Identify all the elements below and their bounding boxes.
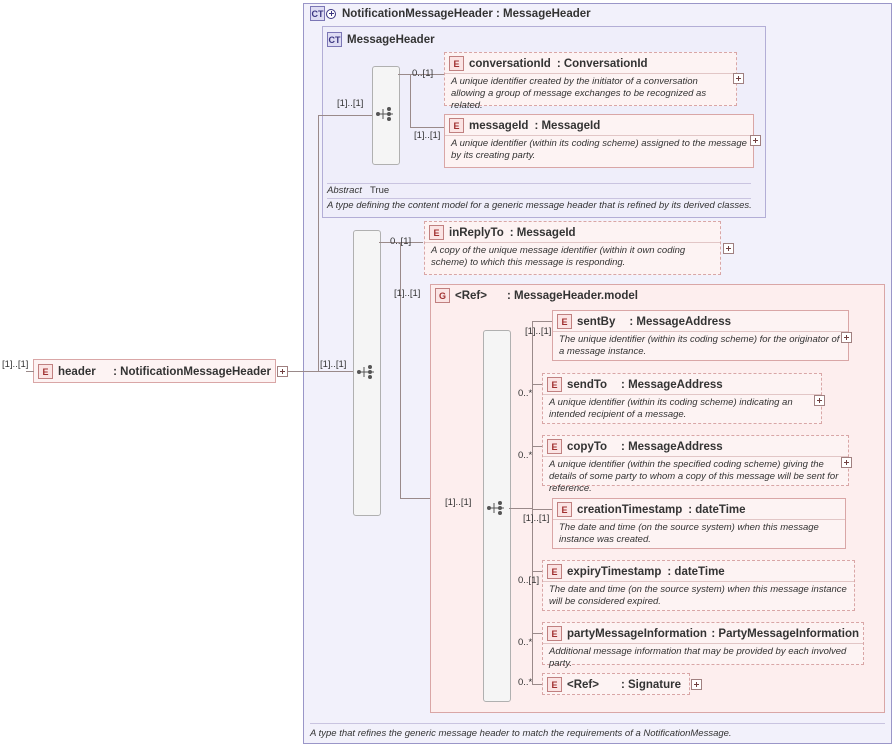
expand-icon-conversationid[interactable]	[733, 73, 744, 84]
element-inreplyto-doc: A copy of the unique message identifier (within it own coding scheme) to which this message is responding.	[425, 242, 720, 273]
sequence-glyph-icon	[374, 106, 396, 122]
element-copyto-cardinality: 0..*	[518, 450, 533, 461]
element-creationtimestamp[interactable]	[552, 498, 846, 549]
sequence-glyph-icon	[355, 364, 377, 380]
outer-ct-divider	[310, 723, 885, 724]
element-partymessageinformation-name: partyMessageInformation	[567, 627, 707, 640]
connector	[532, 633, 542, 634]
group-header	[435, 288, 638, 303]
expand-icon-sendto[interactable]	[814, 395, 825, 406]
inner-ct-header	[327, 32, 435, 47]
outer-ct-footer: A type that refines the generic message header to match the requirements of a NotificationMessage.	[310, 728, 732, 739]
element-conversationid-cardinality: 0..[1]	[412, 68, 434, 79]
element-sendto-name: sendTo	[567, 378, 608, 391]
expand-icon-copyto[interactable]	[841, 457, 852, 468]
element-expirytimestamp-name: expiryTimestamp	[567, 565, 662, 578]
element-sentby-doc: The unique identifier (within its coding scheme) for the originator of a message instance.	[553, 331, 848, 362]
element-creationtimestamp-header	[553, 499, 845, 519]
sequence-glyph-icon	[485, 500, 507, 516]
expand-icon-messageid[interactable]	[750, 135, 761, 146]
e-badge-icon: E	[449, 118, 464, 133]
expand-icon-inreplyto[interactable]	[723, 243, 734, 254]
connector	[532, 384, 542, 385]
element-conversationid-doc: A unique identifier created by the initiator of a conversation allowing a group of message exchanges to be recognized as related.	[445, 73, 736, 116]
element-inreplyto-type: : MessageId	[509, 226, 576, 239]
e-badge-icon: E	[429, 225, 444, 240]
element-sentby-type: : MessageAddress	[629, 315, 731, 328]
element-sentby[interactable]	[552, 310, 849, 361]
e-badge-icon: E	[547, 377, 562, 392]
element-expirytimestamp-type: : dateTime	[667, 565, 725, 578]
inner-sequence-cardinality: [1]..[1]	[337, 98, 364, 109]
element-conversationid-type: : ConversationId	[556, 57, 648, 70]
element-creationtimestamp-doc: The date and time (on the source system) when this message instance was created.	[553, 519, 845, 550]
ct-badge-icon: CT	[310, 6, 325, 21]
e-badge-icon: E	[557, 314, 572, 329]
e-badge-icon: E	[547, 564, 562, 579]
element-inreplyto-name: inReplyTo	[449, 226, 504, 239]
inner-ct-title: MessageHeader	[347, 33, 435, 46]
connector	[318, 115, 319, 371]
element-expirytimestamp-header	[543, 561, 854, 581]
connector	[26, 371, 34, 372]
element-signature-ref-header	[543, 674, 689, 694]
abstract-value: True	[370, 185, 390, 196]
group-type: : MessageHeader.model	[506, 289, 638, 302]
element-sendto-header	[543, 374, 821, 394]
element-sendto[interactable]	[542, 373, 822, 424]
connector	[318, 115, 372, 116]
connector	[532, 446, 542, 447]
connector	[288, 371, 359, 372]
e-badge-icon: E	[547, 626, 562, 641]
expand-icon-signature[interactable]	[691, 679, 702, 690]
element-copyto-doc: A unique identifier (within the specified coding scheme) giving the details of some party to whom a copy of this message will be sent for reference.	[543, 456, 848, 499]
element-copyto[interactable]	[542, 435, 849, 494]
element-sentby-header	[553, 311, 848, 331]
element-messageid-cardinality: [1]..[1]	[414, 130, 441, 141]
group-name: <Ref>	[455, 289, 487, 302]
outer-sequence-cardinality: [1]..[1]	[320, 359, 347, 370]
group-cardinality: [1]..[1]	[394, 288, 421, 299]
group-sequence-cardinality: [1]..[1]	[445, 497, 472, 508]
inner-ct-footer: A type defining the content model for a generic message header that is refined by its derived classes.	[327, 200, 752, 211]
connector	[400, 498, 430, 499]
element-header-cardinality-left: [1]..[1]	[2, 359, 29, 370]
element-header-header	[34, 360, 275, 381]
element-header-type: : NotificationMessageHeader	[113, 365, 271, 378]
connector	[532, 684, 542, 685]
e-badge-icon: E	[38, 364, 53, 379]
element-expirytimestamp[interactable]	[542, 560, 855, 611]
connector	[532, 571, 542, 572]
element-messageid[interactable]	[444, 114, 754, 168]
element-sendto-type: : MessageAddress	[621, 378, 723, 391]
element-copyto-type: : MessageAddress	[621, 440, 723, 453]
element-partymessageinformation-type: : PartyMessageInformation	[711, 627, 859, 640]
element-sentby-cardinality: [1]..[1]	[525, 326, 552, 337]
connector	[410, 74, 411, 127]
element-conversationid[interactable]	[444, 52, 737, 111]
element-partymessageinformation-cardinality: 0..*	[518, 637, 533, 648]
element-partymessageinformation-doc: Additional message information that may be provided by each involved party.	[543, 643, 863, 674]
outer-ct-title: NotificationMessageHeader : MessageHeader	[342, 7, 591, 20]
element-sentby-name: sentBy	[577, 315, 616, 328]
outer-ct-header	[310, 6, 591, 21]
e-badge-icon: E	[547, 677, 562, 692]
collapse-icon[interactable]	[326, 9, 336, 19]
element-header[interactable]	[33, 359, 276, 383]
element-messageid-doc: A unique identifier (within its coding scheme) assigned to the message by its creating party.	[445, 135, 753, 166]
element-messageid-name: messageId	[469, 119, 529, 132]
connector	[509, 508, 532, 509]
element-creationtimestamp-cardinality: [1]..[1]	[523, 513, 550, 524]
group-sequence-compositor[interactable]	[483, 330, 511, 702]
element-messageid-type: : MessageId	[534, 119, 601, 132]
abstract-divider	[327, 183, 751, 184]
element-conversationid-header	[445, 53, 736, 73]
element-header-name: header	[58, 365, 96, 378]
abstract-label: Abstract	[327, 185, 362, 196]
element-creationtimestamp-name: creationTimestamp	[577, 503, 683, 516]
element-conversationid-name: conversationId	[469, 57, 551, 70]
abstract-divider-2	[327, 198, 751, 199]
element-creationtimestamp-type: : dateTime	[688, 503, 746, 516]
element-inreplyto[interactable]	[424, 221, 721, 275]
connector	[410, 127, 444, 128]
connector	[532, 321, 533, 684]
connector	[532, 509, 552, 510]
e-badge-icon: E	[449, 56, 464, 71]
expand-icon-sentby[interactable]	[841, 332, 852, 343]
expand-icon-header[interactable]	[277, 366, 288, 377]
element-sendto-cardinality: 0..*	[518, 388, 533, 399]
element-signature-ref-name: <Ref>	[567, 678, 599, 691]
element-sendto-doc: A unique identifier (within its coding scheme) indicating an intended recipient of a message.	[543, 394, 821, 425]
element-expirytimestamp-cardinality: 0..[1]	[518, 575, 540, 586]
element-partymessageinformation[interactable]	[542, 622, 864, 669]
g-badge-icon: G	[435, 288, 450, 303]
element-expirytimestamp-doc: The date and time (on the source system) when this message instance will be considered expired.	[543, 581, 854, 612]
element-signature-ref[interactable]	[542, 673, 690, 695]
element-inreplyto-header	[425, 222, 720, 242]
inreplyto-cardinality: 0..[1]	[390, 236, 412, 247]
element-messageid-header	[445, 115, 753, 135]
e-badge-icon: E	[547, 439, 562, 454]
element-signature-ref-type: : Signature	[620, 678, 682, 691]
e-badge-icon: E	[557, 502, 572, 517]
ct-badge-icon-inner: CT	[327, 32, 342, 47]
connector	[400, 242, 401, 498]
element-copyto-header	[543, 436, 848, 456]
element-partymessageinformation-header	[543, 623, 863, 643]
connector	[532, 321, 552, 322]
element-signature-ref-cardinality: 0..*	[518, 677, 533, 688]
element-copyto-name: copyTo	[567, 440, 608, 453]
